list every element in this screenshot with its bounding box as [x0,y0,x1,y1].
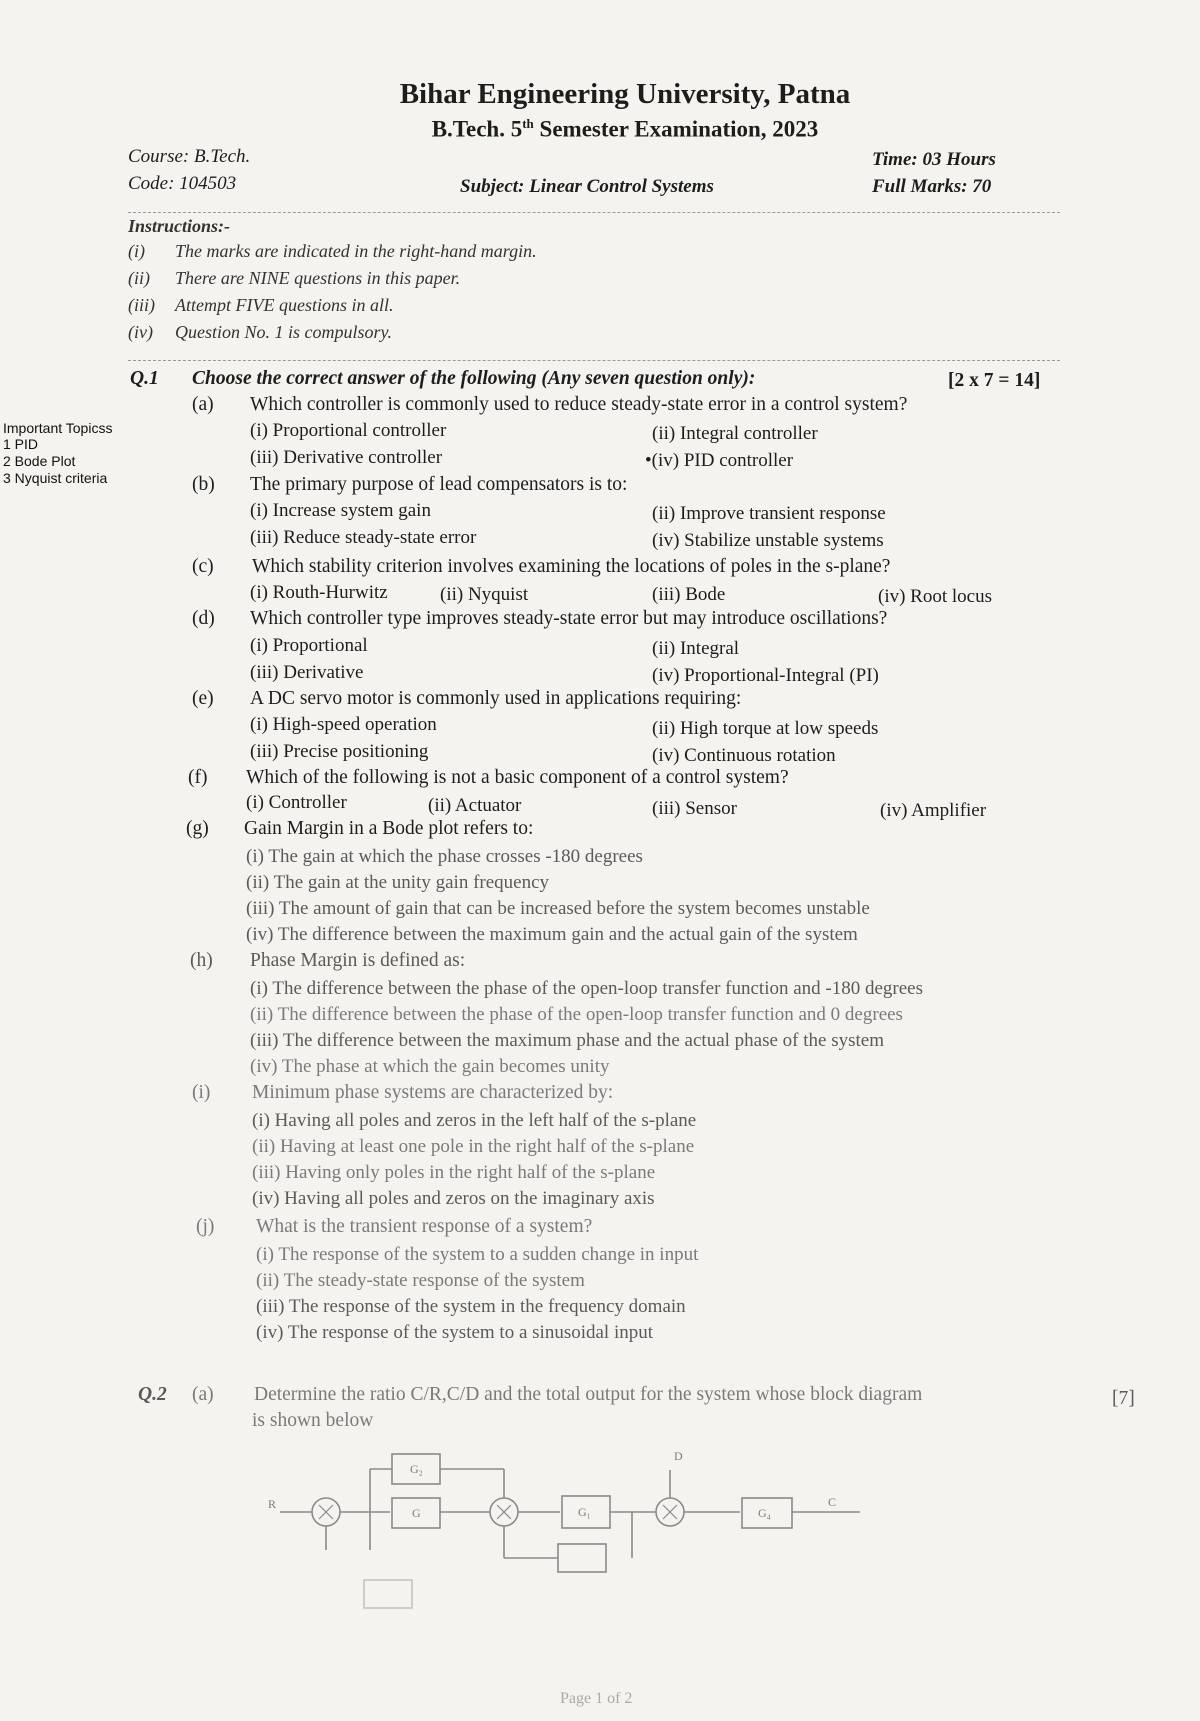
instruction-text: Question No. 1 is compulsory. [175,322,393,342]
side-note-title: Important Topicss [3,420,113,436]
option: (iv) The difference between the maximum gain and the actual gain of the system [246,924,858,945]
question-text: Which controller type improves steady-state error but may introduce oscillations? [250,608,888,629]
option: (iv) Proportional-Integral (PI) [652,665,879,686]
option: (iii) Reduce steady-state error [250,527,477,548]
question-text: The primary purpose of lead compensators is to: [250,474,628,495]
block-label-g4: G₄ [758,1506,771,1520]
question-text: Phase Margin is defined as: [250,950,466,971]
option: (iv) Having all poles and zeros on the imaginary axis [252,1188,655,1209]
exam-title: B.Tech. 5th Semester Examination, 2023 [431,116,819,142]
option: (iv) The phase at which the gain becomes unity [250,1056,610,1077]
header-divider [128,212,1060,213]
course-label: Course: B.Tech. [128,146,251,167]
option: (iii) The difference between the maximum phase and the actual phase of the system [250,1030,884,1051]
option: (ii) High torque at low speeds [652,718,879,739]
question-text: Which controller is commonly used to reduce steady-state error in a control system? [250,394,908,415]
instruction-text: Attempt FIVE questions in all. [175,295,394,315]
instructions-divider [128,360,1060,361]
side-note-item: 3 Nyquist criteria [3,470,108,486]
option: (iii) Precise positioning [250,741,429,762]
block-diagram [260,1440,880,1615]
option: (iv) The response of the system to a sinusoidal input [256,1322,654,1343]
option: (i) The gain at which the phase crosses -180 degrees [246,846,643,867]
disturbance-label-d: D [674,1449,683,1463]
q2-marks: [7] [1112,1388,1135,1409]
option: (ii) Nyquist [440,584,529,605]
question-text: Minimum phase systems are characterized by: [252,1082,614,1103]
time-label: Time: 03 Hours [872,149,996,170]
option: (i) Having all poles and zeros in the left half of the s-plane [252,1110,697,1131]
input-label-r: R [268,1497,277,1511]
q2-part-label: (a) [192,1384,214,1405]
option: (iii) The response of the system in the frequency domain [256,1296,686,1317]
q2-text: is shown below [252,1410,374,1431]
instructions-heading: Instructions:- [128,216,231,236]
q2-text: Determine the ratio C/R,C/D and the total output for the system whose block diagram [254,1384,923,1405]
option: (i) High-speed operation [250,714,437,735]
page-number: Page 1 of 2 [560,1690,633,1707]
instruction-text: The marks are indicated in the right-hand margin. [175,241,537,261]
part-label: (e) [192,688,214,709]
option: (iii) The amount of gain that can be increased before the system becomes unstable [246,898,870,919]
part-label: (f) [188,767,208,788]
option: (ii) Improve transient response [652,503,886,524]
option: (iii) Bode [652,584,726,605]
full-marks-label: Full Marks: 70 [872,176,992,197]
question-text: Which of the following is not a basic component of a control system? [246,767,789,788]
option: (i) The difference between the phase of the open-loop transfer function and -180 degrees [250,978,923,999]
question-text: Which stability criterion involves examining the locations of poles in the s-plane? [252,556,891,577]
part-label: (h) [190,950,213,971]
part-label: (g) [186,818,209,839]
instruction-text: There are NINE questions in this paper. [175,268,461,288]
option: (iv) Stabilize unstable systems [652,530,884,551]
option: (i) Proportional controller [250,420,447,441]
option: (ii) Actuator [428,795,522,816]
part-label: (b) [192,474,215,495]
instruction-item: (iv) [128,322,153,342]
instruction-item: (i) [128,241,145,261]
option: (ii) The steady-state response of the system [256,1270,585,1291]
q2-number: Q.2 [138,1384,167,1405]
output-label-c: C [828,1495,837,1509]
option: (iii) Sensor [652,798,737,819]
subject-label: Subject: Linear Control Systems [460,176,714,197]
block-label-g1: G₁ [578,1505,591,1519]
side-note-item: 2 Bode Plot [3,453,76,469]
option: (i) The response of the system to a sudden change in input [256,1244,699,1265]
option: (iii) Derivative controller [250,447,443,468]
code-label: Code: 104503 [128,173,237,194]
question-text: A DC servo motor is commonly used in applications requiring: [250,688,742,709]
option: (iii) Derivative [250,662,364,683]
question-text: Gain Margin in a Bode plot refers to: [244,818,534,839]
option: (ii) Integral [652,638,740,659]
part-label: (c) [192,556,214,577]
option: (i) Routh-Hurwitz [250,582,388,603]
block-label-g2: G₂ [410,1462,423,1476]
university-title: Bihar Engineering University, Patna [399,78,851,110]
part-label: (a) [192,394,214,415]
side-note-item: 1 PID [3,436,39,452]
option: (ii) Integral controller [652,423,818,444]
q1-number: Q.1 [130,368,159,389]
option: (ii) The difference between the phase of the open-loop transfer function and 0 degrees [250,1004,903,1025]
part-label: (i) [192,1082,211,1103]
question-text: What is the transient response of a system? [256,1216,593,1237]
option: (ii) The gain at the unity gain frequency [246,872,550,893]
block-label-g: G [412,1506,421,1520]
instruction-item: (ii) [128,268,150,288]
part-label: (d) [192,608,215,629]
q1-heading: Choose the correct answer of the following (Any seven question only): [192,368,756,389]
option: (i) Increase system gain [250,500,431,521]
part-label: (j) [196,1216,215,1237]
q1-marks: [2 x 7 = 14] [948,370,1041,391]
option: (i) Proportional [250,635,368,656]
option: (iii) Having only poles in the right half of the s-plane [252,1162,656,1183]
option: •(iv) PID controller [645,450,794,471]
instruction-item: (iii) [128,295,155,315]
option: (i) Controller [246,792,347,813]
option: (iv) Amplifier [880,800,987,821]
option: (ii) Having at least one pole in the right half of the s-plane [252,1136,695,1157]
option: (iv) Root locus [878,586,992,607]
option: (iv) Continuous rotation [652,745,836,766]
